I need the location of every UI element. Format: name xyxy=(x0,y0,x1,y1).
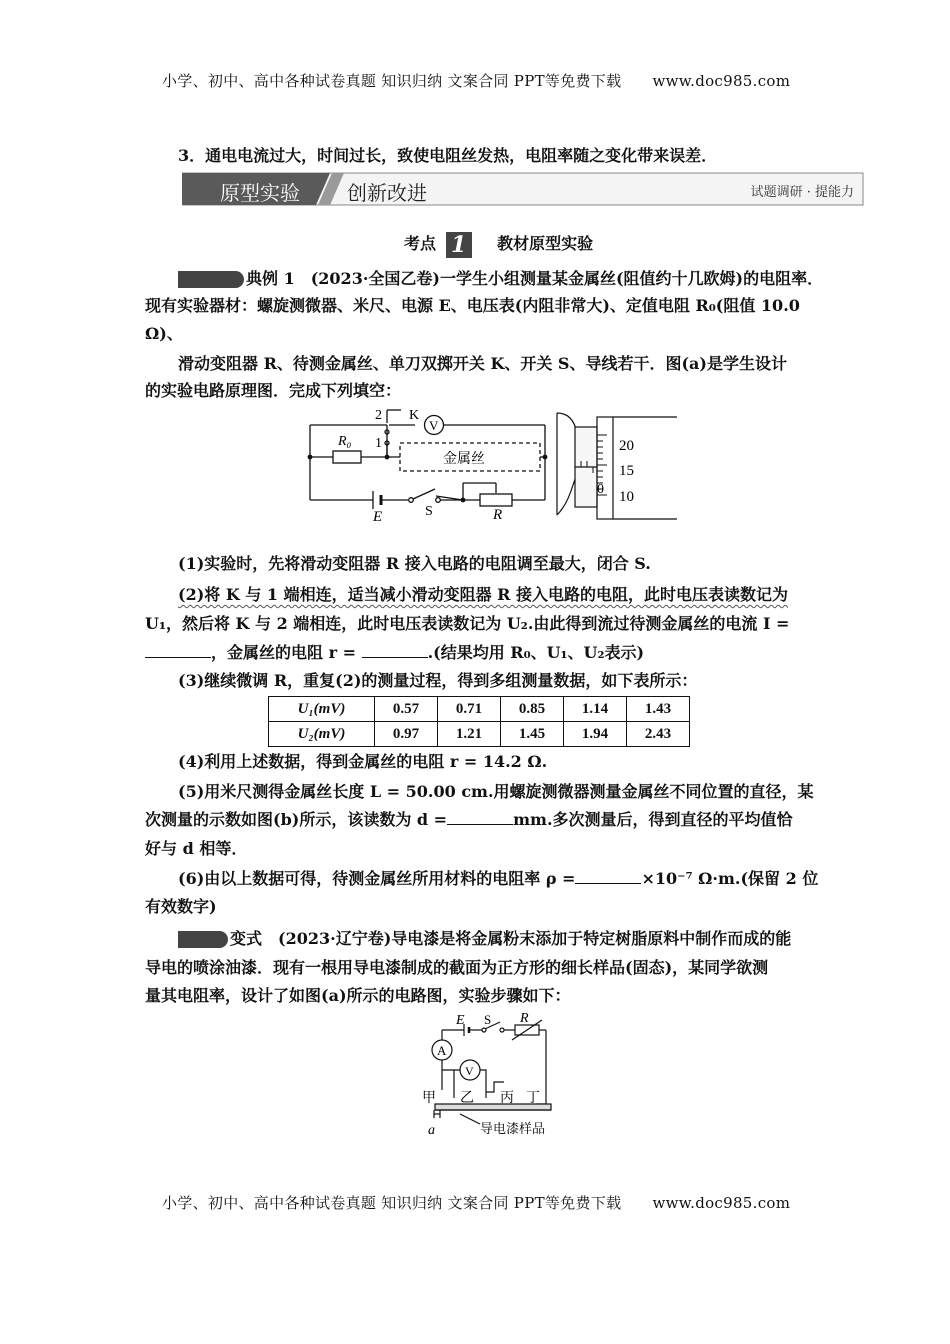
question-5-line-2: 次测量的示数如图(b)所示，该读数为 d = mm.多次测量后，得到直径的平均值恰 xyxy=(145,810,793,829)
question-2-line-2: U₁，然后将 K 与 2 端相连，此时电压表读数记为 U₂.由此得到流过待测金属丝的电流 I = xyxy=(145,614,790,633)
variant-line-3: 量其电阻率，设计了如图(a)所示的电路图，实验步骤如下： xyxy=(145,986,571,1005)
example-line-1: 典例 1 (2023·全国乙卷)一学生小组测量某金属丝(阻值约十几欧姆)的电阻率． xyxy=(178,265,823,292)
table-cell: 1.21 xyxy=(438,722,501,747)
fig-a-label-k1: 1 xyxy=(375,436,382,451)
micrometer-15: 15 xyxy=(619,463,634,479)
page-footer xyxy=(162,1192,790,1213)
question-5-line-1: (5)用米尺测得金属丝长度 L = 50.00 cm.用螺旋测微器测量金属丝不同位置的直径，某 xyxy=(178,782,814,801)
page-header xyxy=(162,70,790,91)
fig-a-label-v: V xyxy=(429,418,439,433)
answer-blank-resistivity[interactable] xyxy=(575,869,641,884)
fig-a-label-wire: 金属丝 xyxy=(443,452,485,467)
fig-c-label-jia: 甲 xyxy=(422,1091,436,1106)
table-cell: 1.94 xyxy=(564,722,627,747)
section-banner xyxy=(182,172,864,206)
question-1: (1)实验时，先将滑动变阻器 R 接入电路的电阻调至最大，闭合 S. xyxy=(178,554,651,573)
fig-c-label-r: R xyxy=(520,1012,529,1026)
banner-right-text: 试题调研 · 提能力 xyxy=(750,185,854,200)
table-row xyxy=(269,722,690,747)
kaodian-number: 1 xyxy=(446,232,472,258)
answer-blank-current[interactable] xyxy=(145,643,211,658)
variant-line-1: 变式 (2023·辽宁卷)导电漆是将金属粉末添加于特定树脂原料中制作而成的能 xyxy=(178,925,791,952)
example-label: 典例 1 xyxy=(246,269,295,288)
micrometer-0: 0 xyxy=(597,482,604,497)
figure-variant-circuit xyxy=(420,1012,570,1152)
example-tag xyxy=(178,271,244,288)
fig-c-label-yi: 乙 xyxy=(460,1091,474,1106)
micrometer-10: 10 xyxy=(619,489,634,505)
figure-b-micrometer xyxy=(557,413,677,519)
variant-tag xyxy=(178,931,228,948)
table-cell: U₁(mV) xyxy=(269,697,375,722)
table-cell: 1.14 xyxy=(564,697,627,722)
header-url: www.doc985.com xyxy=(652,72,791,90)
table-cell: 0.85 xyxy=(501,697,564,722)
fig-c-label-sample: 导电漆样品 xyxy=(480,1121,546,1136)
fig-a-label-k: K xyxy=(409,408,420,423)
question-6-line-2: 有效数字) xyxy=(145,897,217,916)
table-cell: 0.71 xyxy=(438,697,501,722)
example-line-3: Ω)、 xyxy=(145,324,183,343)
variant-label: 变式 xyxy=(230,929,263,948)
kaodian-heading xyxy=(404,230,593,258)
fig-c-label-v: V xyxy=(465,1064,474,1078)
table-cell: 0.97 xyxy=(375,722,438,747)
table-row xyxy=(269,697,690,722)
example-line-2: 现有实验器材：螺旋测微器、米尺、电源 E、电压表(内阻非常大)、定值电阻 R₀(阻值 10.0 xyxy=(145,296,800,315)
fig-c-label-s: S xyxy=(484,1012,492,1027)
fig-a-label-r: R xyxy=(493,507,503,523)
fig-a-label-r0: R₀ xyxy=(338,434,352,449)
answer-blank-resistance[interactable] xyxy=(362,643,428,658)
example-line-4: 滑动变阻器 R、待测金属丝、单刀双掷开关 K、开关 S、导线若干．图(a)是学生设计 xyxy=(178,354,787,373)
header-left-text: 小学、初中、高中各种试卷真题 知识归纳 文案合同 PPT等免费下载 xyxy=(162,72,622,90)
question-2-line-1: (2)将 K 与 1 端相连，适当减小滑动变阻器 R 接入电路的电阻，此时电压表读数记为 xyxy=(178,585,789,604)
data-table xyxy=(268,696,690,747)
table-cell: U₂(mV) xyxy=(269,722,375,747)
table-cell: 0.57 xyxy=(375,697,438,722)
answer-blank-diameter[interactable] xyxy=(447,810,513,825)
banner-mid-title: 创新改进 xyxy=(347,181,427,205)
fig-c-label-ding: 丁 xyxy=(526,1091,540,1106)
fig-c-label-a: A xyxy=(437,1043,447,1058)
figure-a-circuit xyxy=(305,405,680,523)
table-cell: 1.45 xyxy=(501,722,564,747)
fig-a-label-k2: 2 xyxy=(375,408,382,423)
question-2-line-3: ，金属丝的电阻 r = .(结果均用 R₀、U₁、U₂表示) xyxy=(145,639,644,666)
table-cell: 2.43 xyxy=(627,722,690,747)
footer-url: www.doc985.com xyxy=(652,1194,791,1212)
kaodian-title: 教材原型实验 xyxy=(497,234,594,253)
example-line-5: 的实验电路原理图．完成下列填空： xyxy=(145,381,402,400)
question-5-line-3: 好与 d 相等． xyxy=(145,839,248,858)
fig-c-label-e: E xyxy=(456,1013,465,1028)
question-6-line-1: (6)由以上数据可得，待测金属丝所用材料的电阻率 ρ = ×10⁻⁷ Ω·m.(保留 2 位 xyxy=(178,869,819,888)
banner-left-title: 原型实验 xyxy=(220,181,300,205)
question-4: (4)利用上述数据，得到金属丝的电阻 r = 14.2 Ω. xyxy=(178,752,548,771)
question-3: (3)继续微调 R，重复(2)的测量过程，得到多组测量数据，如下表所示： xyxy=(178,671,698,690)
fig-a-label-s: S xyxy=(425,504,433,519)
micrometer-20: 20 xyxy=(619,438,634,454)
kaodian-prefix: 考点 xyxy=(404,234,437,253)
footer-left-text: 小学、初中、高中各种试卷真题 知识归纳 文案合同 PPT等免费下载 xyxy=(162,1194,622,1212)
fig-c-label-bing: 丙 xyxy=(500,1091,514,1106)
table-cell: 1.43 xyxy=(627,697,690,722)
variant-line-2: 导电的喷涂油漆．现有一根用导电漆制成的截面为正方形的细长样品(固态)，某同学欲测 xyxy=(145,958,769,977)
item-3: 3．通电电流过大，时间过长，致使电阻丝发热，电阻率随之变化带来误差． xyxy=(178,146,718,165)
fig-c-label-a-dim: a xyxy=(428,1123,435,1138)
fig-a-label-e: E xyxy=(373,509,383,523)
